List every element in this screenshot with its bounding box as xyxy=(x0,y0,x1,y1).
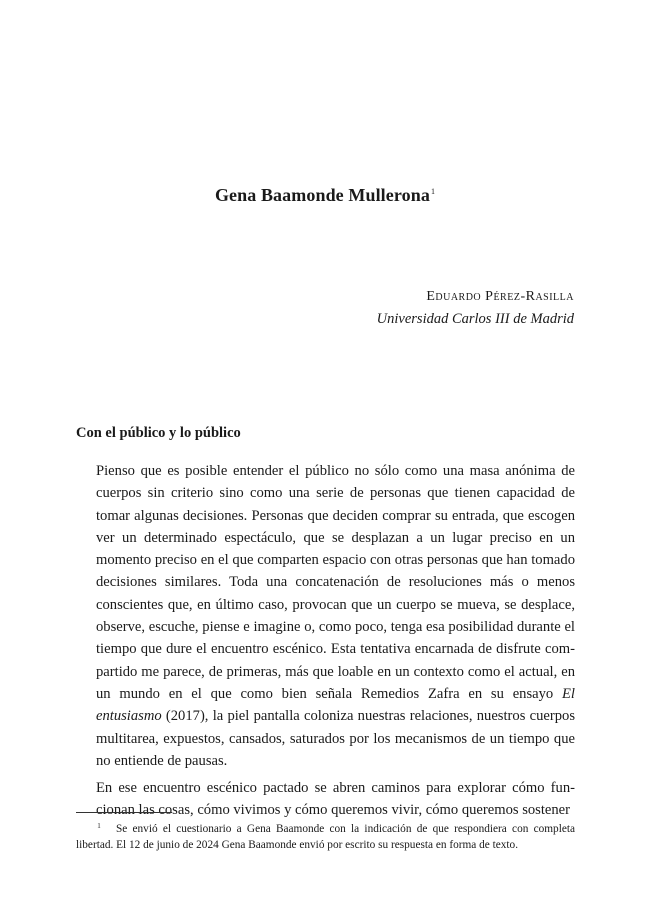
author-affiliation: Universidad Carlos III de Madrid xyxy=(376,311,574,327)
footnote xyxy=(76,818,575,853)
section-heading: Con el público y lo público xyxy=(76,425,241,441)
paragraph-text: Pienso que es posible entender el público no sólo como una masa anónima de cuerpos sin criterio sino como una serie de personas que tienen capacidad de tomar algunas decisiones. Personas que deciden comprar su entrada, que escogen ver un determinado espectáculo, que se desplazan a un lugar preciso en un momento preciso en el que comparten espacio con otras personas que han tomado decisiones similares. Toda una concatenación de resoluciones más o menos conscientes que, en último caso, provocan que un cuerpo se mueva, se desplace, observe, escuche, piense e imagine o, como poco, tenga esa posibilidad durante el tiempo que dure el encuentro escénico. Esta tentativa encarnada de disfrute compartido me parece, de primeras, más que loable en un contexto como el actual, en un mundo en el que como bien señala Remedios Zafra en su ensayo xyxy=(96,463,575,702)
footnote-divider xyxy=(76,812,172,813)
paragraph-text: (2017), la piel pantalla coloniza nuestras relaciones, nuestros cuerpos multitarea, expuestos, cansados, saturados por los mecanismos de un tiempo que no entiende de pausas. xyxy=(96,708,575,769)
footnote-number: 1 xyxy=(97,822,101,830)
author-block xyxy=(377,286,574,330)
paragraph xyxy=(96,460,575,772)
paragraph-text: En ese encuentro escénico pactado se abren caminos para explorar cómo funcionan las cosas, cómo vivimos y cómo queremos vivir, cómo queremos sostener xyxy=(96,780,575,819)
footnote-text: Se envió el cuestionario a Gena Baamonde con la indicación de que respondiera con completa libertad. El 12 de junio de 2024 Gena Baamonde envió por escrito su respuesta en forma de texto. xyxy=(76,823,575,851)
body-text xyxy=(96,460,575,822)
footnote-marker[interactable]: 1 xyxy=(430,187,436,196)
article-title-text: Gena Baamonde Mullerona xyxy=(214,185,430,205)
article-title xyxy=(0,185,650,206)
book-title: El entusiasmo xyxy=(96,685,575,725)
paragraph xyxy=(96,777,575,822)
author-name: Eduardo Pérez-Rasilla xyxy=(426,289,574,304)
